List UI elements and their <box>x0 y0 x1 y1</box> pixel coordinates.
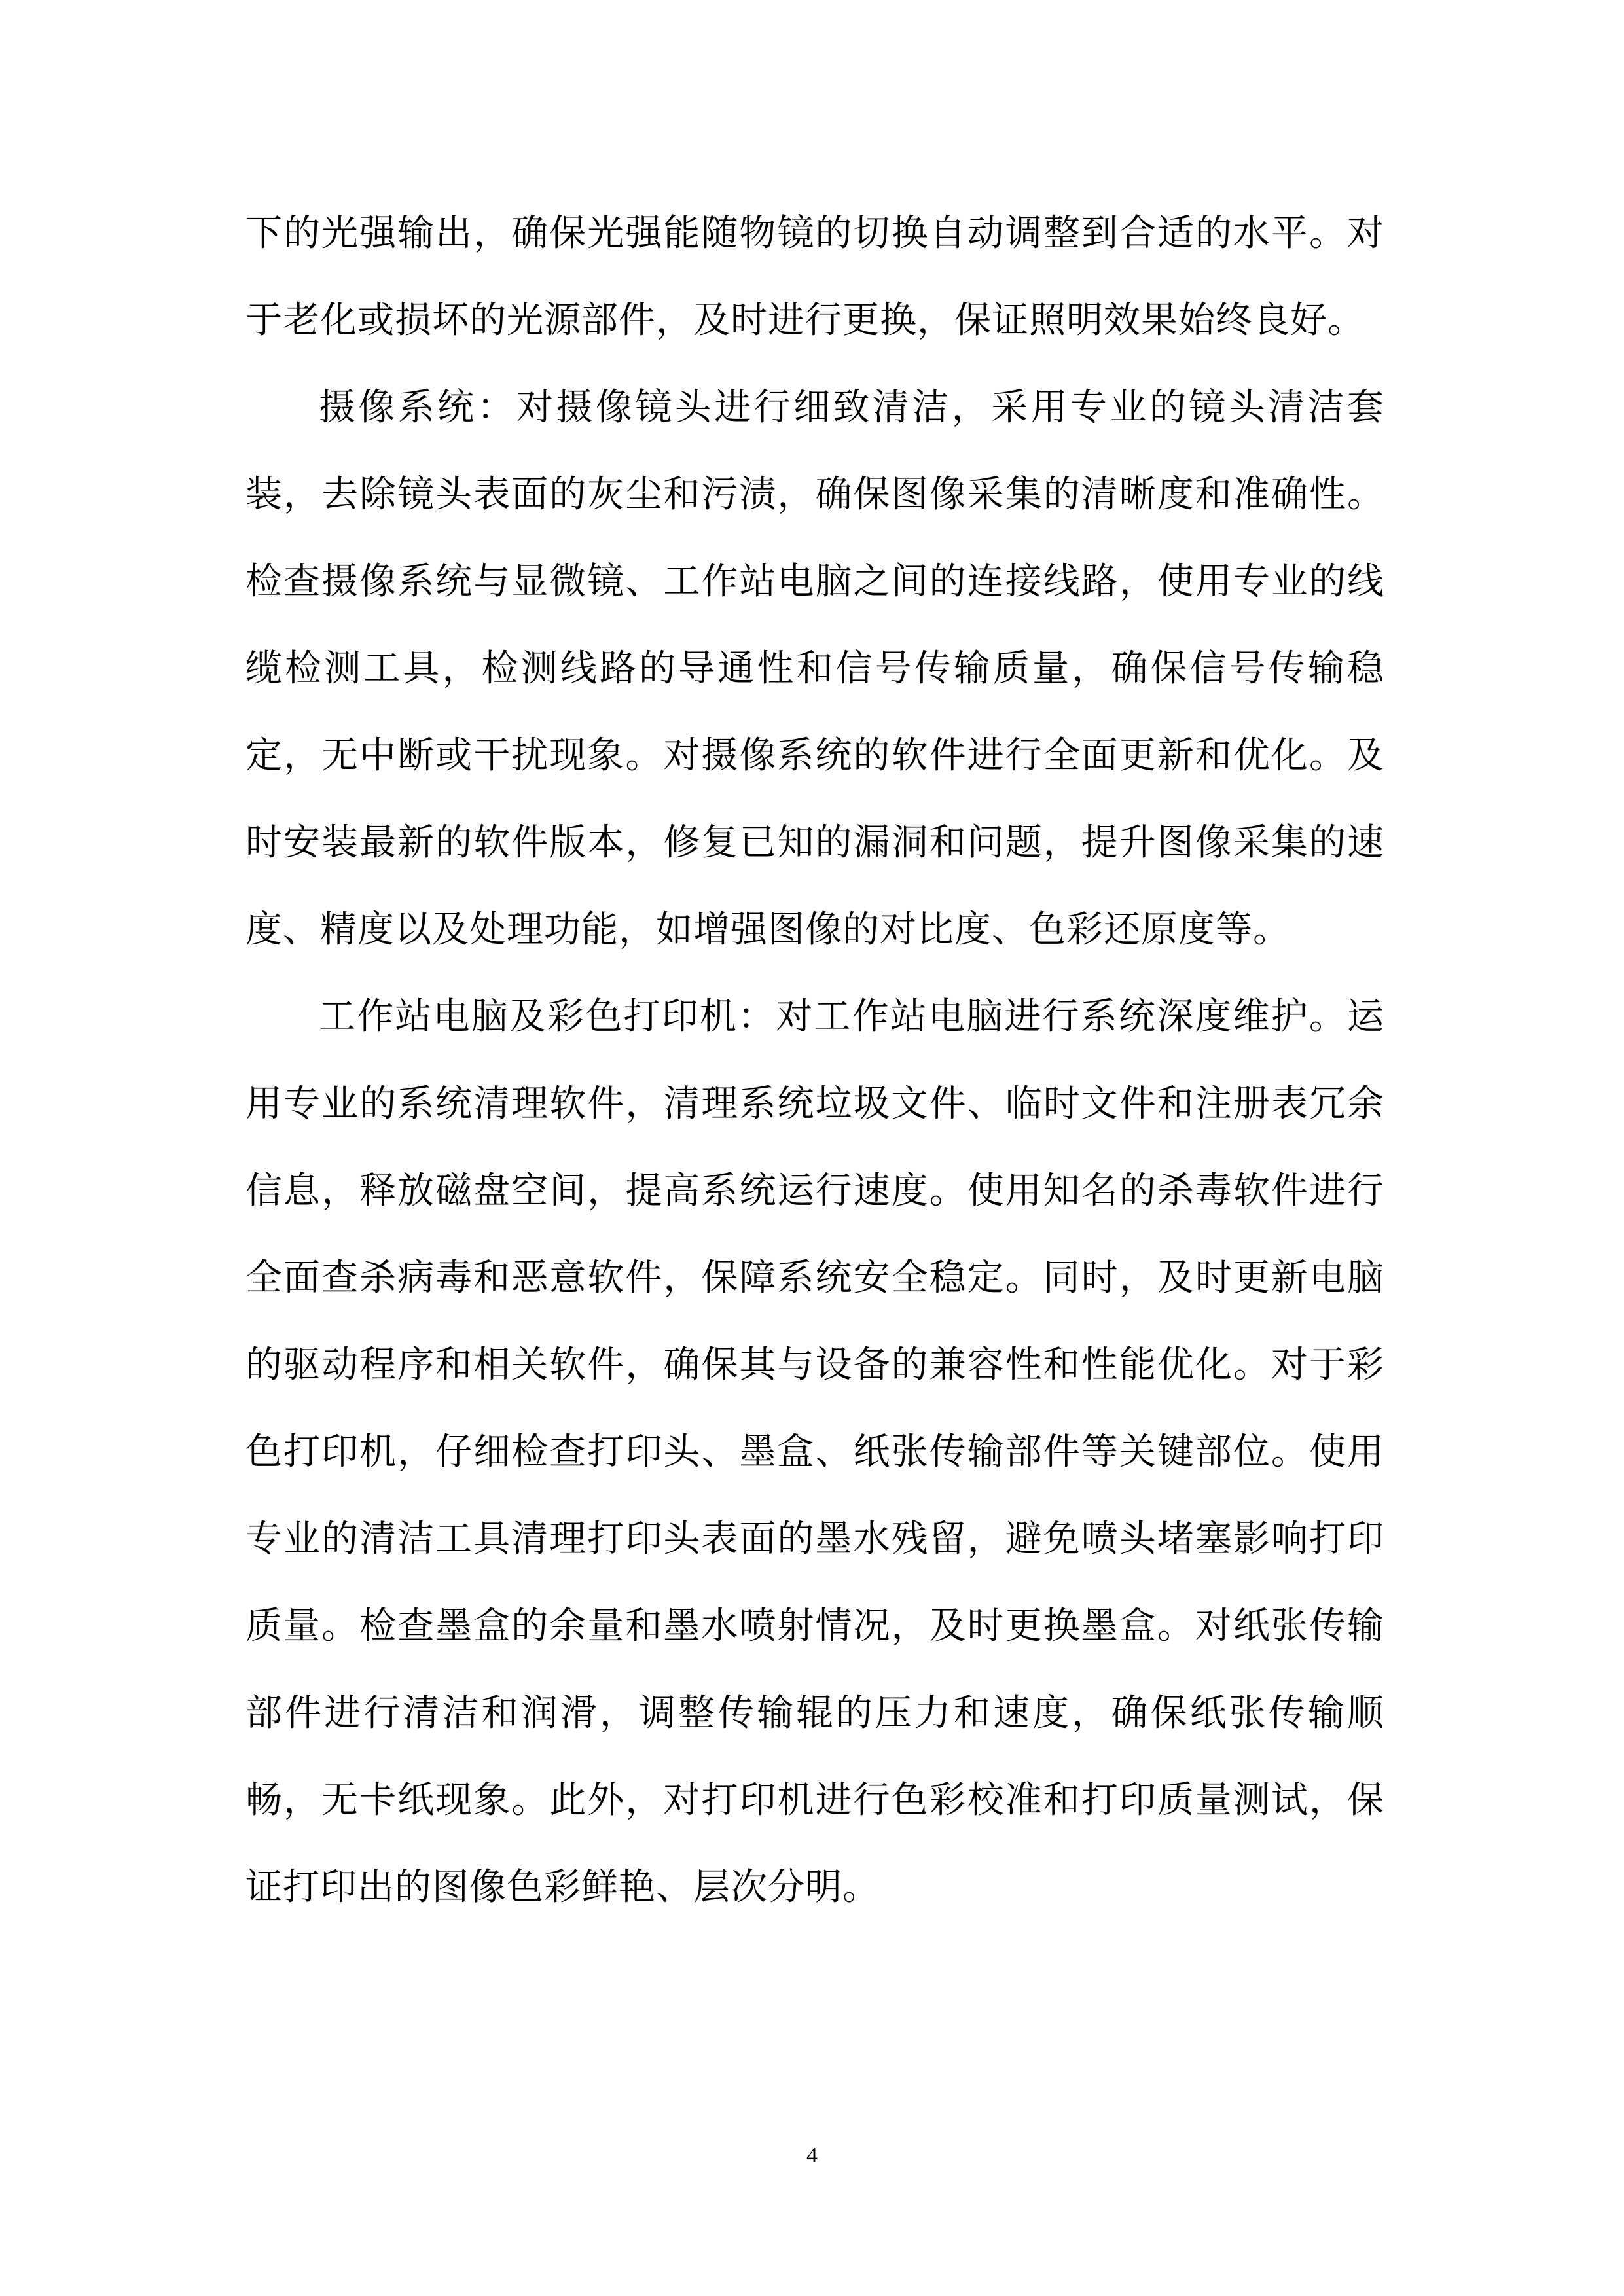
paragraph-camera-system: 摄像系统：对摄像镜头进行细致清洁，采用专业的镜头清洁套装，去除镜头表面的灰尘和污渍，确保图像采集的清晰度和准确性。检查摄像系统与显微镜、工作站电脑之间的连接线路，使用专业的线缆检测工具，检测线路的导通性和信号传输质量，确保信号传输稳定，无中断或干扰现象。对摄像系统的软件进行全面更新和优化。及时安装最新的软件版本，修复已知的漏洞和问题，提升图像采集的速度、精度以及处理功能，如增强图像的对比度、色彩还原度等。 <box>245 386 1384 951</box>
paragraph-continuation: 下的光强输出，确保光强能随物镜的切换自动调整到合适的水平。对于老化或损坏的光源部件，及时进行更换，保证照明效果始终良好。 <box>245 212 1384 342</box>
body-text <box>245 190 1384 1931</box>
paragraph-workstation-printer: 工作站电脑及彩色打印机：对工作站电脑进行系统深度维护。运用专业的系统清理软件，清理系统垃圾文件、临时文件和注册表冗余信息，释放磁盘空间，提高系统运行速度。使用知名的杀毒软件进行全面查杀病毒和恶意软件，保障系统安全稳定。同时，及时更新电脑的驱动程序和相关软件，确保其与设备的兼容性和性能优化。对于彩色打印机，仔细检查打印头、墨盒、纸张传输部件等关键部位。使用专业的清洁工具清理打印头表面的墨水残留，避免喷头堵塞影响打印质量。检查墨盒的余量和墨水喷射情况，及时更换墨盒。对纸张传输部件进行清洁和润滑，调整传输辊的压力和速度，确保纸张传输顺畅，无卡纸现象。此外，对打印机进行色彩校准和打印质量测试，保证打印出的图像色彩鲜艳、层次分明。 <box>245 996 1384 1909</box>
page-number: 4 <box>806 2144 818 2168</box>
